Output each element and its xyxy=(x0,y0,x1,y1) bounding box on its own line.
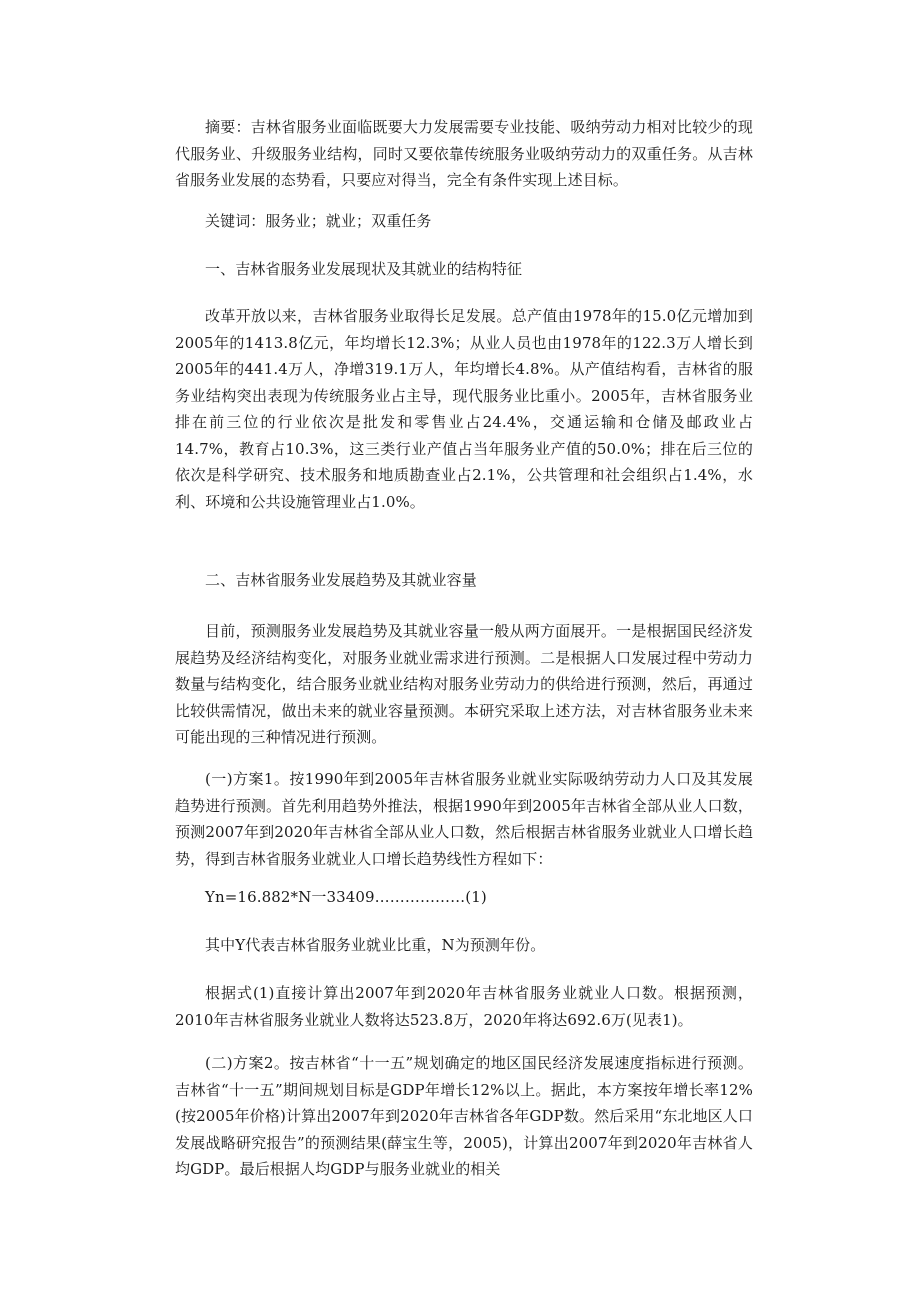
section-2-paragraph: 目前，预测服务业发展趋势及其就业容量一般从两方面展开。一是根据国民经济发展趋势及经济结构变化，对服务业就业需求进行预测。二是根据人口发展过程中劳动力数量与结构变化，结合服务业就业结构对服务业劳动力的供给进行预测，然后，再通过比较供需情况，做出未来的就业容量预测。本研究采取上述方法，对吉林省服务业未来可能出现的三种情况进行预测。 xyxy=(175,622,753,746)
formula-line: Yn=16.882*N一33409………………(1) xyxy=(205,888,487,906)
section-2-heading: 二、吉林省服务业发展趋势及其就业容量 xyxy=(205,571,477,589)
calculation-paragraph: 根据式(1)直接计算出2007年到2020年吉林省服务业就业人口数。根据预测，2010年吉林省服务业就业人数将达523.8万，2020年将达692.6万(见表1)。 xyxy=(175,984,753,1029)
abstract-paragraph: 摘要：吉林省服务业面临既要大力发展需要专业技能、吸纳劳动力相对比较少的现代服务业、升级服务业结构，同时又要依靠传统服务业吸纳劳动力的双重任务。从吉林省服务业发展的态势看，只要应对得当，完全有条件实现上述目标。 xyxy=(175,118,753,189)
keywords-line: 关键词：服务业；就业；双重任务 xyxy=(205,212,432,230)
section-1-paragraph: 改革开放以来，吉林省服务业取得长足发展。总产值由1978年的15.0亿元增加到2005年的1413.8亿元，年均增长12.3%；从业人员也由1978年的122.3万人增长到2005年的441.4万人，净增319.1万人，年均增长4.8%。从产值结构看，吉林省的服务业结构突出表现为传统服务业占主导，现代服务业比重小。2005年，吉林省服务业排在前三位的行业依次是批发和零售业占24.4%，交通运输和仓储及邮政业占14.7%，教育占10.3%，这三类行业产值占当年服务业产值的50.0%；排在后三位的依次是科学研究、技术服务和地质勘查业占2.1%，公共管理和社会组织占1.4%，水利、环境和公共设施管理业占1.0%。 xyxy=(175,307,753,511)
plan-2-paragraph: (二)方案2。按吉林省“十一五”规划确定的地区国民经济发展速度指标进行预测。吉林省“十一五”期间规划目标是GDP年增长12%以上。据此，本方案按年增长率12%(按2005年价格)计算出2007年到2020年吉林省各年GDP数。然后采用“东北地区人口发展战略研究报告”的预测结果(薛宝生等，2005)，计算出2007年到2020年吉林省人均GDP。最后根据人均GDP与服务业就业的相关 xyxy=(175,1054,753,1178)
formula-note: 其中Y代表吉林省服务业就业比重，N为预测年份。 xyxy=(205,936,546,954)
plan-1-paragraph: (一)方案1。按1990年到2005年吉林省服务业就业实际吸纳劳动力人口及其发展趋势进行预测。首先利用趋势外推法，根据1990年到2005年吉林省全部从业人口数，预测2007年到2020年吉林省全部从业人口数，然后根据吉林省服务业就业人口增长趋势，得到吉林省服务业就业人口增长趋势线性方程如下： xyxy=(175,770,753,868)
section-1-heading: 一、吉林省服务业发展现状及其就业的结构特征 xyxy=(205,260,523,278)
